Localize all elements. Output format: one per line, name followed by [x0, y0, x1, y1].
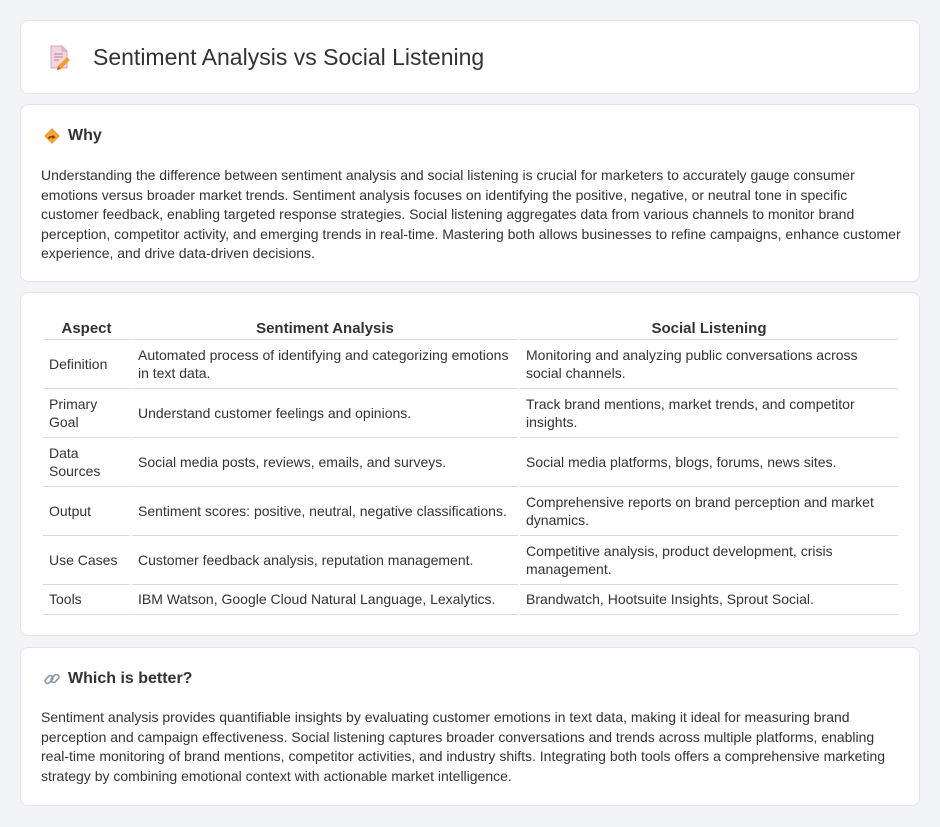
better-text: Sentiment analysis provides quantifiable insights by evaluating customer emotions in text data, making it ideal for measuring brand perception and campaign effectiveness. Social listening captures broader conversations and trends across multiple platforms, enabling real-time monitoring of brand mentions, competitor activities, and industry shifts. Integrating both tools offers a comprehensive marketing strategy by combining emotional context with actionable market intelligence. — [41, 709, 886, 784]
why-card — [20, 104, 920, 282]
row-sentiment-analysis: IBM Watson, Google Cloud Natural Language, Lexalytics. — [131, 584, 519, 614]
diamond-sign-icon — [43, 127, 61, 145]
header-social-listening: Social Listening — [519, 313, 898, 339]
why-title: Why — [68, 127, 102, 144]
header-aspect: Aspect — [43, 313, 131, 339]
row-sentiment-analysis: Understand customer feelings and opinions. — [131, 388, 519, 437]
table-header-row — [43, 313, 898, 339]
row-social-listening: Comprehensive reports on brand perception and market dynamics. — [519, 486, 898, 535]
row-social-listening: Track brand mentions, market trends, and competitor insights. — [519, 388, 898, 437]
row-aspect: Output — [43, 486, 131, 535]
row-sentiment-analysis: Customer feedback analysis, reputation management. — [131, 535, 519, 584]
row-sentiment-analysis: Automated process of identifying and categorizing emotions in text data. — [131, 339, 519, 388]
row-aspect: Definition — [43, 339, 131, 388]
header-card — [20, 20, 920, 94]
better-heading — [43, 670, 192, 688]
row-social-listening: Brandwatch, Hootsuite Insights, Sprout Social. — [519, 584, 898, 614]
table-row — [43, 486, 898, 535]
header-sentiment-analysis: Sentiment Analysis — [131, 313, 519, 339]
comparison-card — [20, 292, 920, 636]
row-sentiment-analysis: Social media posts, reviews, emails, and surveys. — [131, 437, 519, 486]
table-row — [43, 535, 898, 584]
row-aspect: Use Cases — [43, 535, 131, 584]
row-aspect: Primary Goal — [43, 388, 131, 437]
link-icon — [43, 670, 61, 688]
why-heading — [43, 127, 102, 145]
which-is-better-card — [20, 647, 920, 806]
better-title: Which is better? — [68, 670, 193, 687]
row-sentiment-analysis: Sentiment scores: positive, neutral, negative classifications. — [131, 486, 519, 535]
row-aspect: Data Sources — [43, 437, 131, 486]
row-social-listening: Monitoring and analyzing public conversations across social channels. — [519, 339, 898, 388]
table-row — [43, 584, 898, 614]
table-row — [43, 388, 898, 437]
table-row — [43, 339, 898, 388]
page-title: Sentiment Analysis vs Social Listening — [93, 43, 485, 70]
row-social-listening: Social media platforms, blogs, forums, news sites. — [519, 437, 898, 486]
why-text: Understanding the difference between sentiment analysis and social listening is crucial for marketers to accurately gauge consumer emotions versus broader market trends. Sentiment analysis focuses on identifying the positive, negative, or neutral tone in specific customer feedback, enabling targeted response strategies. Social listening aggregates data from various channels to monitor brand perception, competitor activity, and emerging trends in real-time. Mastering both allows businesses to refine campaigns, enhance customer experience, and drive data-driven decisions. — [41, 167, 901, 261]
table-row — [43, 437, 898, 486]
row-aspect: Tools — [43, 584, 131, 614]
comparison-table — [43, 313, 898, 615]
document-edit-icon — [45, 43, 73, 71]
row-social-listening: Competitive analysis, product development, crisis management. — [519, 535, 898, 584]
